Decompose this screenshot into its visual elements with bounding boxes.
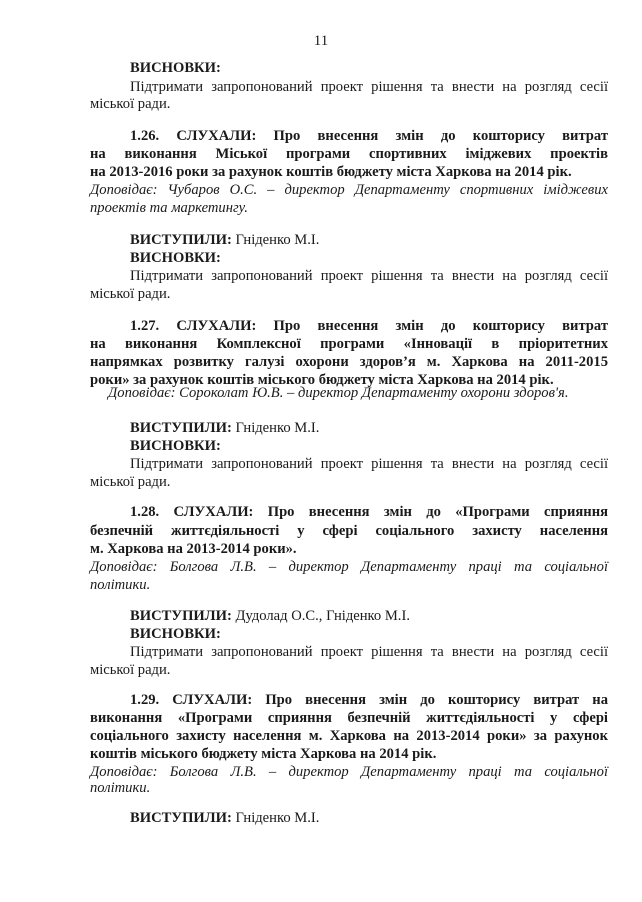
reporter-line: Доповідає: Чубаров О.С. – директор Департаменту спортивних іміджевих: [90, 182, 608, 198]
conclusion-text-cont: міської ради.: [90, 474, 171, 490]
reporter-line: Доповідає: Болгова Л.В. – директор Департаменту праці та соціальної: [90, 764, 608, 780]
conclusions-heading: ВИСНОВКИ:: [130, 250, 221, 266]
reporter-line-cont: політики.: [90, 780, 151, 796]
conclusion-text: Підтримати запропонований проект рішення та внести на розгляд сесії: [130, 79, 608, 95]
item-heading-cont: на виконання Міської програми спортивних іміджевих проектів: [90, 146, 608, 162]
item-heading-cont: на 2013-2016 роки за рахунок коштів бюджету міста Харкова на 2014 рік.: [90, 164, 572, 180]
speakers-names: Дудолад О.С., Гніденко М.І.: [235, 608, 410, 624]
reporter-line: Доповідає: Болгова Л.В. – директор Департаменту праці та соціальної: [90, 559, 608, 575]
speakers-label: ВИСТУПИЛИ:: [130, 810, 232, 826]
speakers-names: Гніденко М.І.: [235, 232, 320, 248]
page-number: 11: [313, 33, 329, 49]
item-heading-cont: на виконання Комплексної програми «Інновації в пріоритетних: [90, 336, 608, 352]
item-heading-cont: виконання «Програми сприяння безпечній життєдіяльності у сфері: [90, 710, 608, 726]
reporter-line-cont: політики.: [90, 577, 151, 593]
item-heading: 1.26. СЛУХАЛИ: Про внесення змін до кошторису витрат: [130, 128, 608, 144]
conclusion-text: Підтримати запропонований проект рішення та внести на розгляд сесії: [130, 644, 608, 660]
conclusions-heading: ВИСНОВКИ:: [130, 626, 221, 642]
speakers-line: [130, 606, 608, 626]
conclusions-heading: ВИСНОВКИ:: [130, 438, 221, 454]
conclusions-heading: ВИСНОВКИ:: [130, 60, 221, 76]
item-heading-cont: соціального захисту населення м. Харкова на 2013-2014 роки» за рахунок: [90, 728, 608, 744]
item-heading-cont: роки» за рахунок коштів міського бюджету міста Харкова на 2014 рік.: [90, 372, 554, 388]
reporter-line-cont: проектів та маркетингу.: [90, 200, 248, 216]
item-heading-cont: напрямках розвитку галузі охорони здоров’я м. Харкова на 2011-2015: [90, 354, 608, 370]
conclusion-text-cont: міської ради.: [90, 286, 171, 302]
speakers-label: ВИСТУПИЛИ:: [130, 608, 232, 624]
speakers-line: [130, 418, 608, 438]
conclusion-text-cont: міської ради.: [90, 96, 171, 112]
speakers-names: Гніденко М.І.: [235, 810, 320, 826]
speakers-label: ВИСТУПИЛИ:: [130, 420, 232, 436]
item-heading: 1.27. СЛУХАЛИ: Про внесення змін до кошторису витрат: [130, 318, 608, 334]
item-heading: 1.29. СЛУХАЛИ: Про внесення змін до кошторису витрат на: [130, 692, 608, 708]
reporter-line: Доповідає: Сороколат Ю.В. – директор Департаменту охорони здоров'я.: [108, 385, 569, 401]
conclusion-text-cont: міської ради.: [90, 662, 171, 678]
speakers-label: ВИСТУПИЛИ:: [130, 232, 232, 248]
conclusion-text: Підтримати запропонований проект рішення та внести на розгляд сесії: [130, 268, 608, 284]
conclusion-text: Підтримати запропонований проект рішення та внести на розгляд сесії: [130, 456, 608, 472]
item-heading-cont: коштів міського бюджету міста Харкова на 2014 рік.: [90, 746, 437, 762]
item-heading: 1.28. СЛУХАЛИ: Про внесення змін до «Програми сприяння: [130, 504, 608, 520]
speakers-line: [130, 808, 608, 828]
speakers-names: Гніденко М.І.: [235, 420, 320, 436]
item-heading-cont: безпечній життєдіяльності у сфері соціального захисту населення: [90, 523, 608, 539]
speakers-line: [130, 230, 608, 250]
item-heading-cont: м. Харкова на 2013-2014 роки».: [90, 541, 297, 557]
